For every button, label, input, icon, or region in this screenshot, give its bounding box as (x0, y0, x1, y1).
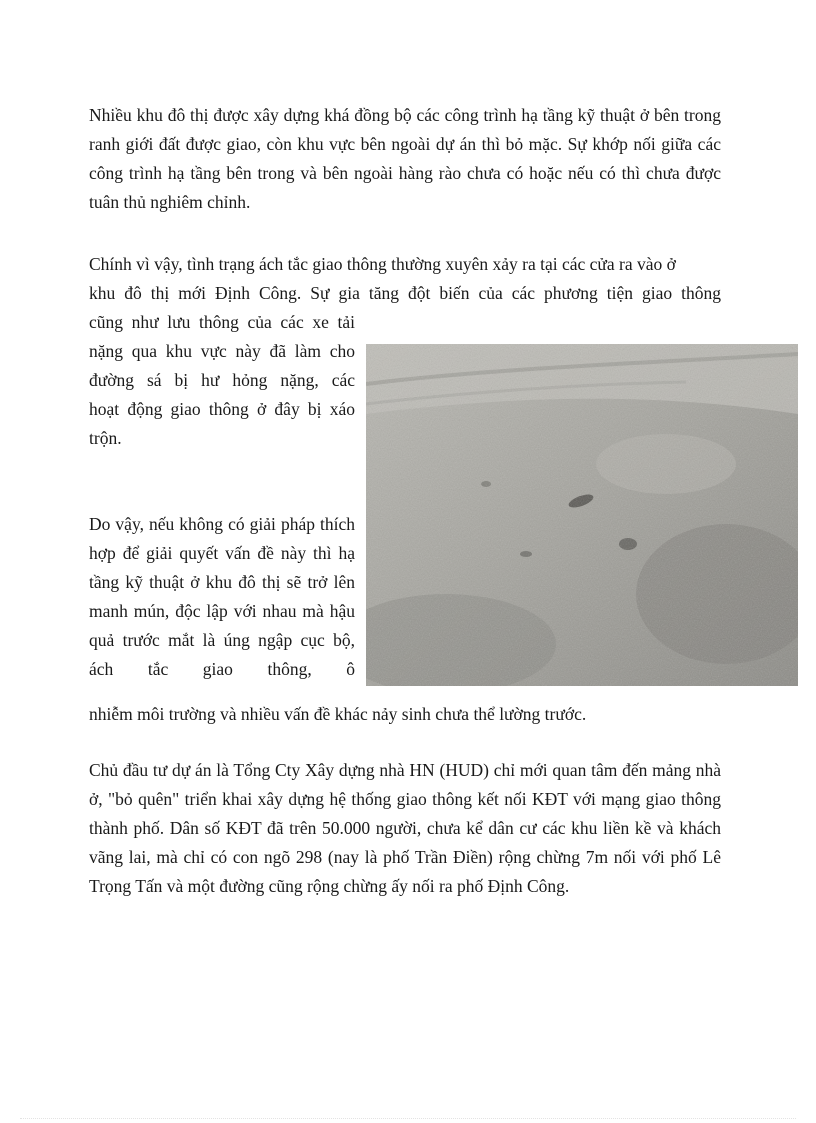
paragraph-line: hoạt động giao thông ở đây bị xáo (89, 399, 355, 419)
paragraph-infrastructure-intro: Nhiều khu đô thị được xây dựng khá đồng bộ các công trình hạ tầng kỹ thuật ở bên trong ranh giới đất được giao, còn khu vực bên ngoài dự án thì bỏ mặc. Sự khớp nối giữa các công trình hạ tầng bên trong và bên ngoài hàng rào chưa có hoặc nếu có thì chưa được tuân thủ nghiêm chỉnh. (89, 105, 721, 212)
paragraph-line: đường sá bị hư hỏng nặng, các (89, 370, 355, 390)
paragraph-line: cũng như lưu thông của các xe tải (89, 312, 355, 332)
paragraph-consequences: Do vậy, nếu không có giải pháp thích hợp để giải quyết vấn đề này thì hạ tầng kỹ thuật ở khu đô thị sẽ trở lên manh mún, độc lập với nhau mà hậu quả trước mắt là úng ngập cục bộ, ách tắc giao thông, ô (89, 514, 355, 679)
damaged-road-photo (366, 344, 798, 686)
page-bottom-divider (20, 1118, 796, 1119)
paragraph-line: Chính vì vậy, tình trạng ách tắc giao thông thường xuyên xảy ra tại các cửa ra vào ở (89, 254, 676, 274)
road-surface-image (366, 344, 798, 686)
paragraph-line: khu đô thị mới Định Công. Sự gia tăng đột biến của các phương tiện giao thông (89, 283, 721, 303)
paragraph-consequences-continued: nhiễm môi trường và nhiều vấn đề khác nảy sinh chưa thể lường trước. (89, 704, 587, 724)
paragraph-investor-hud: Chủ đầu tư dự án là Tổng Cty Xây dựng nhà HN (HUD) chỉ mới quan tâm đến mảng nhà ở, "bỏ quên" triển khai xây dựng hệ thống giao thông kết nối KĐT với mạng giao thông thành phố. Dân số KĐT đã trên 50.000 người, chưa kể dân cư các khu liền kề và khách vãng lai, mà chỉ có con ngõ 298 (nay là phố Trần Điền) rộng chừng 7m nối với phố Lê Trọng Tấn và một đường cũng rộng chừng ấy nối ra phố Định Công. (89, 760, 721, 896)
paragraph-line: nặng qua khu vực này đã làm cho (89, 341, 355, 361)
paragraph-line: trộn. (89, 428, 122, 448)
